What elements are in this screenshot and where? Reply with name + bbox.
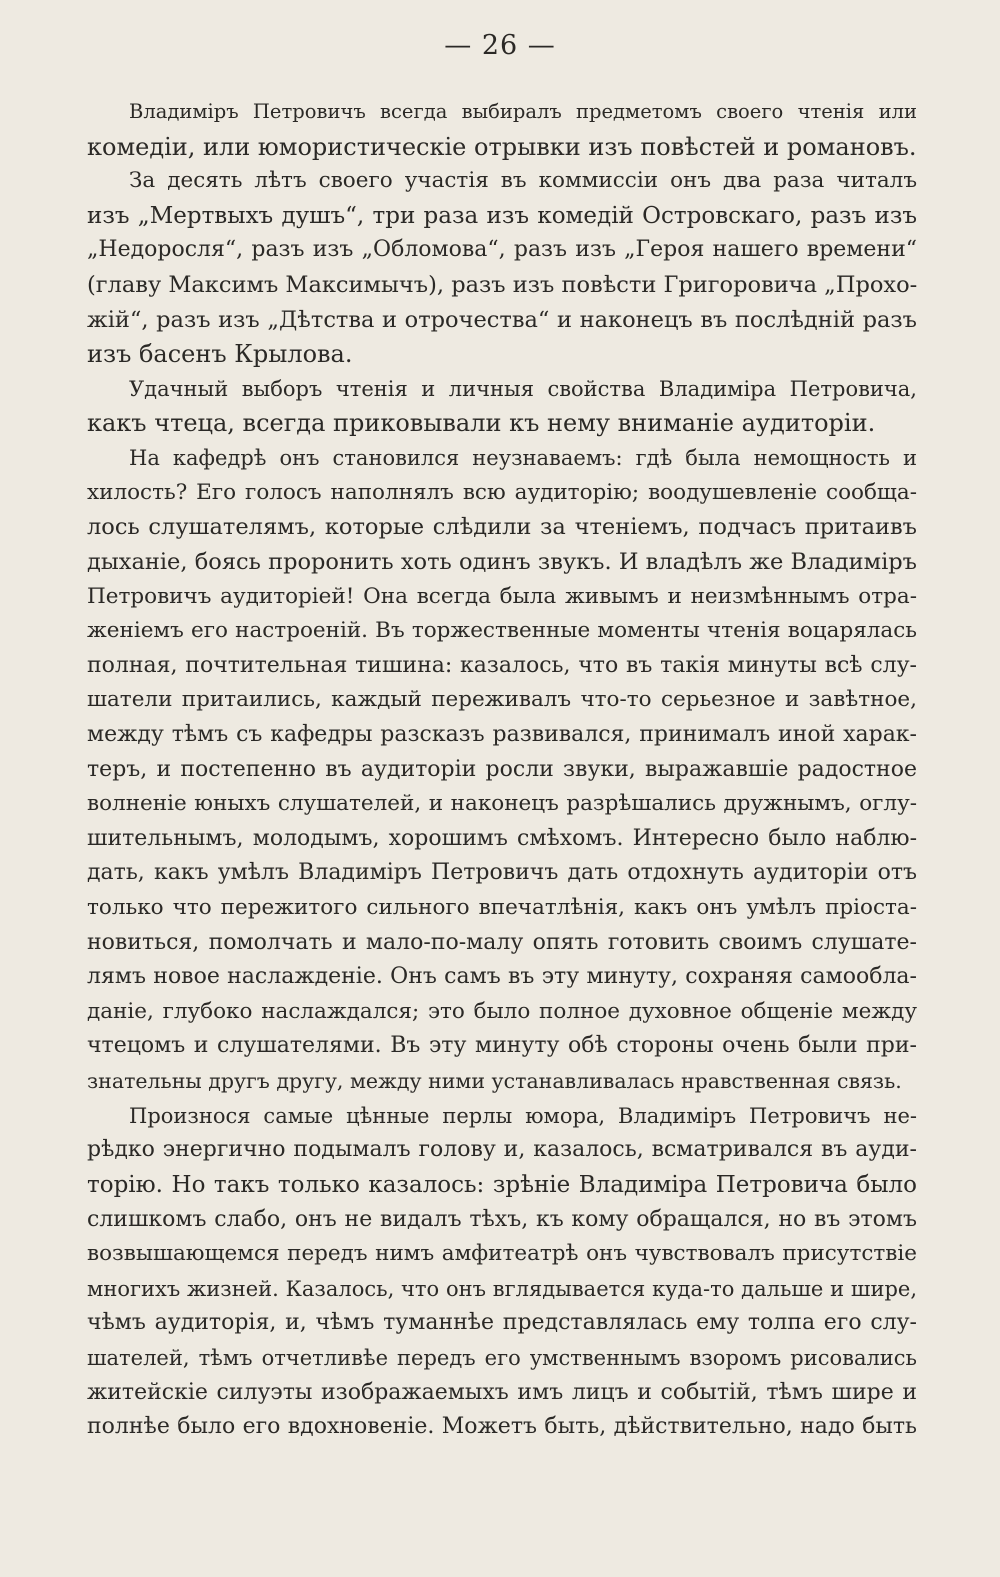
- text-line: Удачный выборъ чтенія и личныя свойства Владиміра Петровича,: [129, 376, 917, 401]
- text-line: новиться, помолчать и мало-по-малу опять готовить своимъ слушате-: [87, 929, 917, 955]
- text-line: дыханіе, боясь проронить хоть одинъ звукъ. И владѣлъ же Владиміръ: [87, 548, 917, 575]
- text-line: дать, какъ умѣлъ Владиміръ Петровичъ дать отдохнуть аудиторіи отъ: [87, 860, 917, 886]
- text-line: полная, почтительная тишина: казалось, что въ такія минуты всѣ слу-: [87, 652, 917, 678]
- page-number: — 26 —: [444, 30, 556, 61]
- text-line: волненіе юныхъ слушателей, и наконецъ разрѣшались дружнымъ, оглу-: [87, 791, 917, 817]
- body-text: [87, 95, 917, 1445]
- text-line: хилость? Его голосъ наполнялъ всю аудиторію; воодушевленіе сообща-: [87, 479, 917, 505]
- text-line: какъ чтеца, всегда приковывали къ нему вниманіе аудиторіи.: [87, 409, 876, 438]
- text-line: лось слушателямъ, которые слѣдили за чтеніемъ, подчасъ притаивъ: [87, 514, 917, 541]
- text-line: шатели притаились, каждый переживалъ что-то серьезное и завѣтное,: [87, 687, 917, 713]
- text-line: За десять лѣтъ своего участія въ коммиссіи онъ два раза читалъ: [129, 168, 917, 194]
- text-line: чтецомъ и слушателями. Въ эту минуту обѣ стороны очень были при-: [87, 1033, 917, 1059]
- text-line: многихъ жизней. Казалось, что онъ вглядывается куда-то дальше и шире,: [87, 1276, 917, 1301]
- text-line: торію. Но такъ только казалось: зрѣніе Владиміра Петровича было: [87, 1171, 917, 1198]
- text-line: На кафедрѣ онъ становился неузнаваемъ: гдѣ была немощность и: [129, 446, 917, 471]
- text-line: изъ „Мертвыхъ душъ“, три раза изъ комедій Островскаго, разъ изъ: [87, 202, 917, 229]
- text-line: жій“, разъ изъ „Дѣтства и отрочества“ и наконецъ въ послѣдній разъ: [87, 306, 917, 333]
- text-line: Произнося самые цѣнные перлы юмора, Владиміръ Петровичъ не-: [129, 1103, 917, 1128]
- text-line: между тѣмъ съ кафедры разсказъ развивался, принималъ иной харак-: [87, 721, 917, 747]
- text-line: знательны другъ другу, между ними устанавливалась нравственная связь.: [87, 1069, 902, 1094]
- text-line: житейскіе силуэты изображаемыхъ имъ лицъ и событій, тѣмъ шире и: [87, 1379, 917, 1405]
- text-line: „Недоросля“, разъ изъ „Обломова“, разъ изъ „Героя нашего времени“: [87, 237, 917, 263]
- text-line: изъ басенъ Крылова.: [87, 340, 353, 369]
- text-line: возвышающемся передъ нимъ амфитеатрѣ онъ чувствовалъ присутствіе: [87, 1241, 917, 1267]
- text-line: Владиміръ Петровичъ всегда выбиралъ предметомъ своего чтенія или: [129, 100, 917, 123]
- text-line: полнѣе было его вдохновеніе. Можетъ быть, дѣйствительно, надо быть: [87, 1414, 917, 1440]
- text-line: лямъ новое наслажденіе. Онъ самъ въ эту минуту, сохраняя самообла-: [87, 964, 917, 990]
- text-line: слишкомъ слабо, онъ не видалъ тѣхъ, къ кому обращался, но въ этомъ: [87, 1206, 917, 1232]
- text-line: даніе, глубоко наслаждался; это было полное духовное общеніе между: [87, 998, 917, 1024]
- text-line: шительнымъ, молодымъ, хорошимъ смѣхомъ. Интересно было наблю-: [87, 825, 917, 851]
- text-line: только что пережитого сильного впечатлѣнія, какъ онъ умѣлъ пріоста-: [87, 895, 917, 921]
- text-line: комедіи, или юмористическіе отрывки изъ повѣстей и романовъ.: [87, 132, 917, 161]
- text-line: шателей, тѣмъ отчетливѣе передъ его умственнымъ взоромъ рисовались: [87, 1345, 917, 1370]
- text-line: рѣдко энергично подымалъ голову и, казалось, всматривался въ ауди-: [87, 1137, 917, 1163]
- text-line: Петровичъ аудиторіей! Она всегда была живымъ и неизмѣннымъ отра-: [87, 583, 917, 609]
- text-line: теръ, и постепенно въ аудиторіи росли звуки, выражавшіе радостное: [87, 756, 917, 782]
- text-line: женіемъ его настроеній. Въ торжественные моменты чтенія воцарялась: [87, 618, 917, 644]
- text-line: чѣмъ аудиторія, и, чѣмъ туманнѣе представлялась ему толпа его слу-: [87, 1310, 917, 1336]
- text-line: (главу Максимъ Максимычъ), разъ изъ повѣсти Григоровича „Прохо-: [87, 272, 918, 299]
